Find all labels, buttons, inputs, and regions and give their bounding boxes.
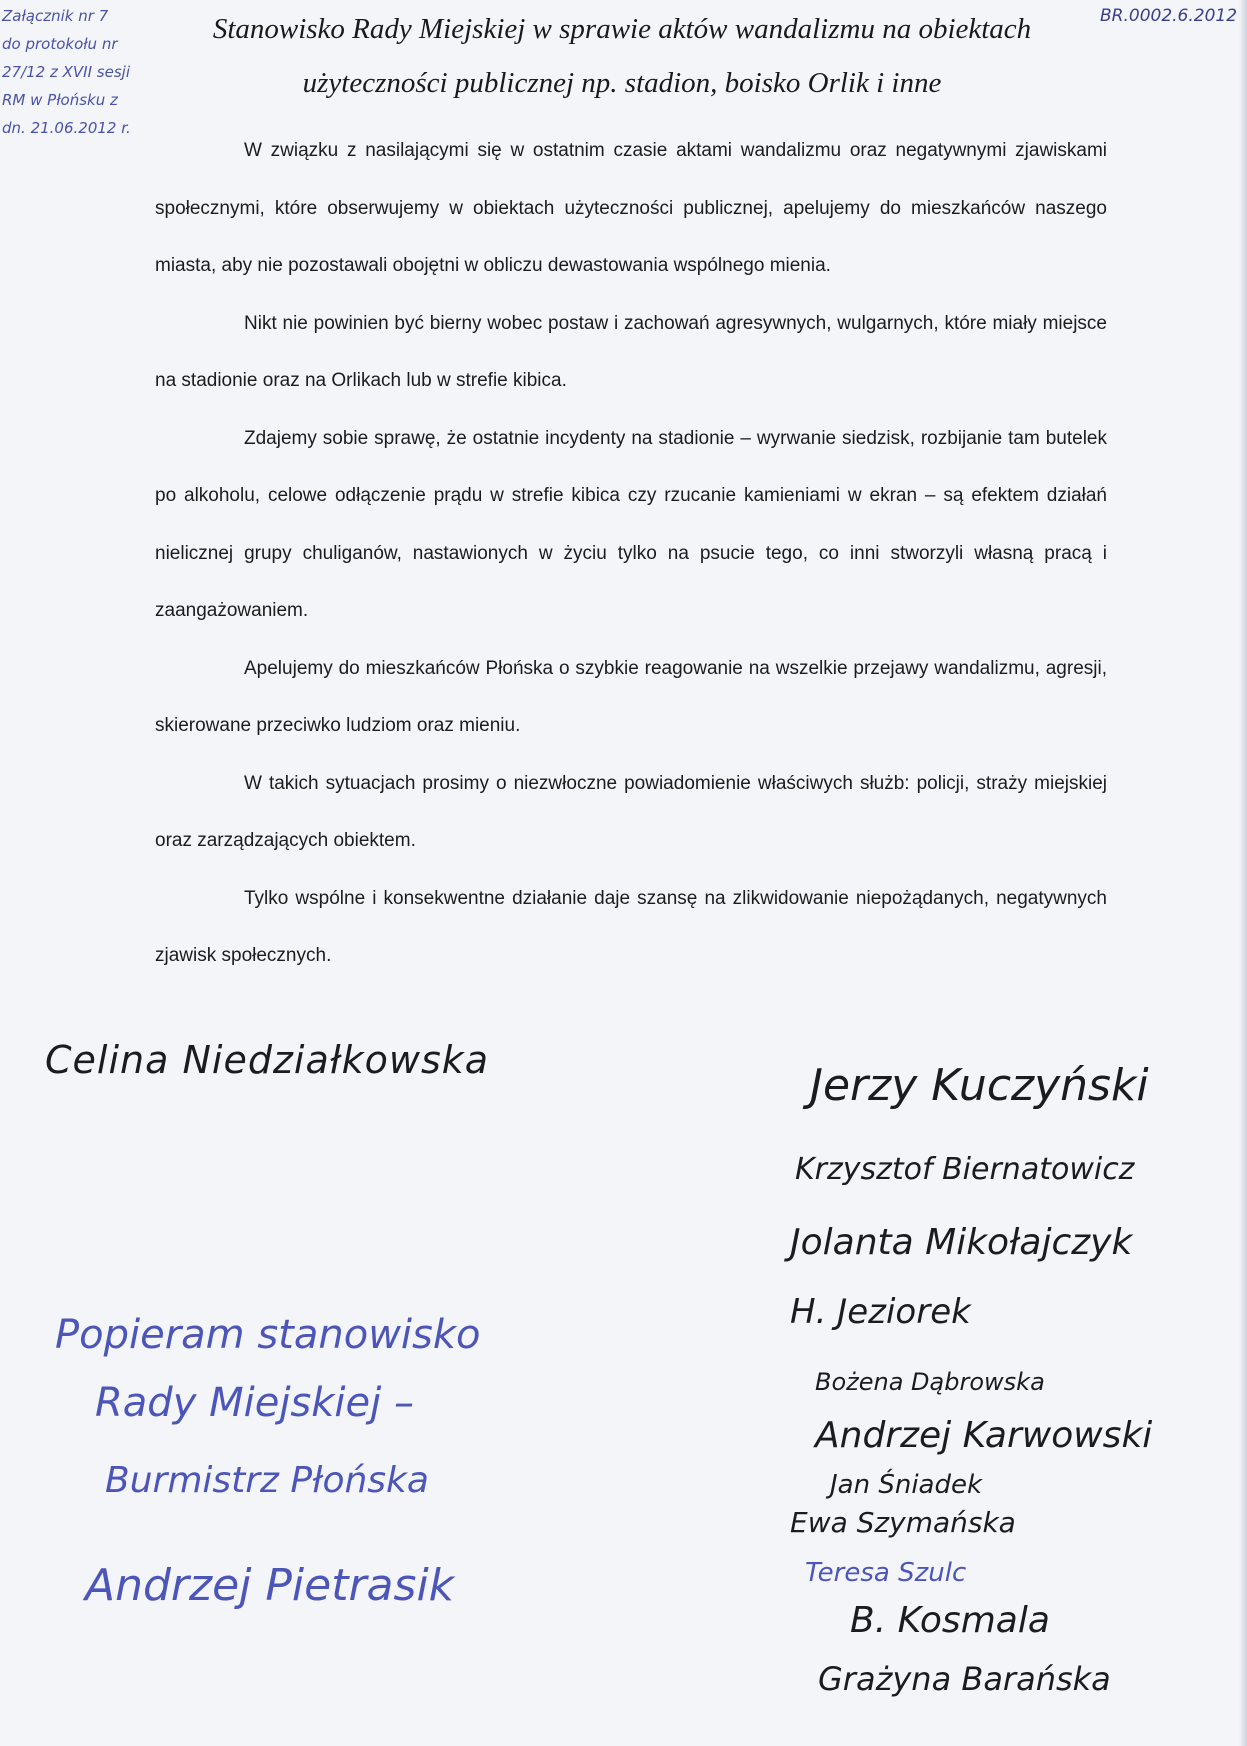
paragraph: Tylko wspólne i konsekwentne działanie daje szansę na zlikwidowanie niepożądanych, negatywnych zjawisk społecznych.	[155, 887, 1107, 966]
signature-celina: Celina Niedziałkowska	[45, 1038, 490, 1082]
margin-note-line: RM w Płońsku z	[2, 91, 118, 109]
paragraph: W związku z nasilającymi się w ostatnim czasie aktami wandalizmu oraz negatywnymi zjawiskami społecznymi, które obserwujemy w obiektach użyteczności publicznej, apelujemy do mieszkańców naszego miasta, aby nie pozostawali obojętni w obliczu dewastowania wspólnego mienia.	[155, 140, 1107, 276]
signature: Jerzy Kuczyński	[810, 1060, 1149, 1111]
signature: H. Jeziorek	[790, 1292, 971, 1332]
signature: Jolanta Mikołajczyk	[790, 1222, 1133, 1263]
endorsement-line-3: Burmistrz Płońska	[105, 1460, 429, 1501]
document-title	[142, 2, 1102, 110]
document-body	[155, 122, 1107, 985]
endorsement-line-2: Rady Miejskiej –	[95, 1380, 414, 1426]
reference-number: BR.0002.6.2012	[1100, 6, 1238, 26]
signature: Grażyna Barańska	[818, 1660, 1111, 1698]
margin-note-line: dn. 21.06.2012 r.	[2, 119, 131, 137]
margin-note-line: do protokołu nr	[2, 35, 118, 53]
scan-edge	[1239, 0, 1247, 1746]
endorsement-line-1: Popieram stanowisko	[55, 1312, 481, 1358]
paragraph: Apelujemy do mieszkańców Płońska o szybkie reagowanie na wszelkie przejawy wandalizmu, agresji, skierowane przeciwko ludziom oraz mieniu.	[155, 657, 1107, 736]
signature: Bożena Dąbrowska	[815, 1368, 1045, 1396]
margin-note-line: Załącznik nr 7	[2, 7, 109, 25]
paragraph: Zdajemy sobie sprawę, że ostatnie incydenty na stadionie – wyrwanie siedzisk, rozbijanie tam butelek po alkoholu, celowe odłączenie prądu w strefie kibica czy rzucanie kamieniami w ekran – są efektem działań nielicznej grupy chuliganów, nastawionych w życiu tylko na psucie tego, co inni stworzyli własną pracą i zaangażowaniem.	[155, 427, 1107, 621]
paragraph: Nikt nie powinien być bierny wobec postaw i zachowań agresywnych, wulgarnych, które miały miejsce na stadionie oraz na Orlikach lub w strefie kibica.	[155, 312, 1107, 391]
title-line-2: użyteczności publicznej np. stadion, boisko Orlik i inne	[302, 67, 942, 99]
title-line-1: Stanowisko Rady Miejskiej w sprawie aktów wandalizmu na obiektach	[212, 13, 1032, 45]
signature: Teresa Szulc	[805, 1558, 967, 1588]
mayor-signature: Andrzej Pietrasik	[85, 1560, 455, 1611]
signature: Jan Śniadek	[830, 1470, 983, 1500]
signature: Ewa Szymańska	[790, 1506, 1016, 1539]
paragraph: W takich sytuacjach prosimy o niezwłoczne powiadomienie właściwych służb: policji, straży miejskiej oraz zarządzających obiektem.	[155, 772, 1107, 851]
signature: Krzysztof Biernatowicz	[795, 1152, 1135, 1187]
margin-note-line: 27/12 z XVII sesji	[2, 63, 130, 81]
signature: Andrzej Karwowski	[815, 1415, 1153, 1456]
signature: B. Kosmala	[850, 1600, 1050, 1641]
margin-annotation	[2, 2, 162, 142]
